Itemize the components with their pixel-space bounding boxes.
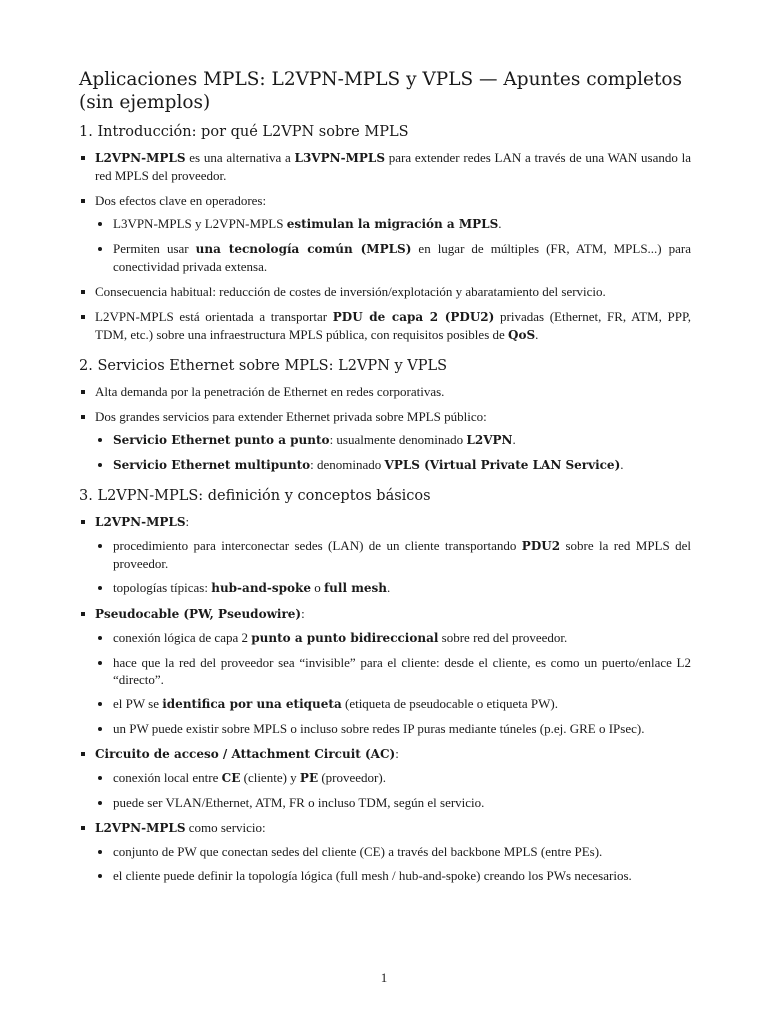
bold-term: identifica por una etiqueta [162, 697, 342, 711]
text-run: el cliente puede definir la topología lógica (full mesh / hub-and-spoke) creando los PWs necesarios. [113, 868, 632, 883]
text-run: L2VPN-MPLS está orientada a transportar [95, 309, 333, 324]
text-run: hace que la red del proveedor sea “invisible” para el cliente: desde el cliente, es como un puerto/enlace L2 “directo”. [113, 655, 691, 687]
list-item [79, 383, 691, 400]
sub-list-item [95, 215, 691, 233]
sub-list-item-text [113, 695, 691, 713]
text-run: : [395, 746, 399, 761]
list-item [79, 513, 691, 597]
text-run: : [301, 606, 305, 621]
bold-term: Servicio Ethernet multipunto [113, 458, 311, 472]
section [79, 357, 691, 474]
list-item-text [95, 745, 691, 763]
sub-list-item-text [113, 456, 691, 474]
list-item [79, 819, 691, 884]
sub-list-item [95, 695, 691, 713]
bullet-list [79, 513, 691, 884]
text-run: (cliente) y [240, 770, 300, 785]
sub-list-item-text [113, 629, 691, 647]
sub-list-item [95, 769, 691, 787]
text-run: como servicio: [185, 820, 266, 835]
text-run: en lugar de múltiples (FR, ATM, MPLS...) para conectividad privada extensa. [113, 241, 692, 274]
text-run: : denominado [310, 457, 385, 472]
list-item-text [95, 513, 691, 531]
list-item-text [95, 192, 691, 209]
text-run: Consecuencia habitual: reducción de costes de inversión/explotación y abaratamiento del servicio. [95, 284, 606, 299]
bullet-list [79, 383, 691, 474]
text-run: . [620, 457, 624, 472]
text-run: puede ser VLAN/Ethernet, ATM, FR o incluso TDM, según el servicio. [113, 795, 485, 810]
sub-list-item-text [113, 769, 691, 787]
list-item [79, 192, 691, 275]
bold-term: hub-and-spoke [211, 581, 312, 595]
sub-list-item-text [113, 240, 691, 275]
bold-term: Servicio Ethernet punto a punto [113, 433, 330, 447]
text-run: (proveedor). [318, 770, 386, 785]
text-run: conexión local entre [113, 770, 222, 785]
list-item [79, 745, 691, 811]
sub-list-item-text [113, 654, 691, 688]
text-run: . [512, 432, 516, 447]
bold-term: PE [299, 771, 319, 785]
sub-list-item [95, 431, 691, 449]
text-run: topologías típicas: [113, 580, 212, 595]
document-title: Aplicaciones MPLS: L2VPN-MPLS y VPLS — Apuntes completos (sin ejemplos) [79, 69, 683, 113]
section [79, 487, 691, 884]
list-item [79, 308, 691, 344]
sub-list-item [95, 456, 691, 474]
bold-term: una tecnología común (MPLS) [195, 242, 412, 256]
text-run: : usualmente denominado [329, 432, 467, 447]
sub-list-item [95, 654, 691, 688]
sub-list [95, 215, 691, 275]
bold-term: VPLS (Virtual Private LAN Service) [384, 458, 621, 472]
bold-term: PDU de capa 2 (PDU2) [332, 310, 495, 324]
sub-list-item [95, 629, 691, 647]
text-run: L3VPN-MPLS y L2VPN-MPLS [113, 216, 287, 231]
list-item-text [95, 819, 691, 837]
bullet-list [79, 149, 691, 344]
list-item-text [95, 383, 691, 400]
bold-term: L2VPN-MPLS [95, 151, 186, 165]
sub-list-item [95, 537, 691, 572]
sub-list-item-text [113, 215, 691, 233]
sub-list-item-text [113, 867, 691, 884]
list-item-text [95, 308, 691, 344]
sub-list-item [95, 720, 691, 737]
section-heading: 3. L2VPN-MPLS: definición y conceptos básicos [79, 488, 431, 504]
text-run: es una alternativa a [185, 150, 295, 165]
text-run: sobre red del proveedor. [438, 630, 568, 645]
document-page [79, 68, 691, 897]
list-item [79, 283, 691, 300]
text-run: (etiqueta de pseudocable o etiqueta PW). [341, 696, 558, 711]
text-run: Permiten usar [113, 241, 196, 256]
text-run: . [498, 216, 502, 231]
bold-term: Pseudocable (PW, Pseudowire) [95, 607, 302, 621]
section-heading: 2. Servicios Ethernet sobre MPLS: L2VPN y VPLS [79, 358, 448, 374]
section [79, 123, 691, 344]
list-item-text [95, 149, 691, 184]
sub-list [95, 629, 691, 737]
bold-term: L2VPN-MPLS [95, 515, 186, 529]
section-heading: 1. Introducción: por qué L2VPN sobre MPLS [79, 124, 409, 140]
list-item [79, 605, 691, 737]
page-number: 1 [380, 970, 388, 985]
bold-term: L3VPN-MPLS [294, 151, 385, 165]
text-run: conjunto de PW que conectan sedes del cliente (CE) a través del backbone MPLS (entre PEs). [113, 844, 603, 859]
text-run: procedimiento para interconectar sedes (LAN) de un cliente transportando [113, 538, 522, 553]
list-item-text [95, 408, 691, 425]
bold-term: Circuito de acceso / Attachment Circuit (AC) [95, 747, 396, 761]
bold-term: estimulan la migración a MPLS [286, 217, 499, 231]
document-body [79, 123, 691, 884]
sub-list [95, 769, 691, 811]
text-run: el PW se [113, 696, 163, 711]
sub-list-item-text [113, 431, 691, 449]
sub-list-item-text [113, 843, 691, 860]
sub-list-item [95, 794, 691, 811]
text-run: . [535, 327, 539, 342]
sub-list [95, 431, 691, 474]
list-item-text [95, 605, 691, 623]
sub-list-item [95, 579, 691, 597]
text-run: . [387, 580, 391, 595]
text-run: para extender redes LAN a través de una WAN usando la red MPLS del proveedor. [95, 150, 691, 183]
bold-term: PDU2 [521, 539, 561, 553]
bold-term: punto a punto bidireccional [251, 631, 439, 645]
text-run: un PW puede existir sobre MPLS o incluso sobre redes IP puras mediante túneles (p.ej. GRE o IPsec). [113, 721, 645, 736]
bold-term: full mesh [324, 581, 388, 595]
list-item-text [95, 283, 691, 300]
bold-term: CE [221, 771, 241, 785]
sub-list [95, 537, 691, 597]
sub-list-item [95, 240, 691, 275]
bold-term: L2VPN [466, 433, 513, 447]
text-run: privadas (Ethernet, FR, ATM, PPP, TDM, etc.) sobre una infraestructura MPLS pública, con requisitos posibles de [95, 309, 691, 342]
text-run: sobre la red MPLS del proveedor. [113, 538, 692, 571]
list-item [79, 149, 691, 184]
text-run: Dos grandes servicios para extender Ethernet privada sobre MPLS público: [95, 409, 487, 424]
bold-term: L2VPN-MPLS [95, 821, 186, 835]
sub-list-item [95, 867, 691, 884]
sub-list-item-text [113, 720, 691, 737]
sub-list-item [95, 843, 691, 860]
sub-list-item-text [113, 794, 691, 811]
bold-term: QoS [508, 328, 536, 342]
text-run: : [185, 514, 190, 529]
sub-list [95, 843, 691, 884]
sub-list-item-text [113, 537, 691, 572]
sub-list-item-text [113, 579, 691, 597]
text-run: conexión lógica de capa 2 [113, 630, 252, 645]
text-run: o [311, 580, 325, 595]
text-run: Dos efectos clave en operadores: [95, 193, 267, 208]
list-item [79, 408, 691, 474]
text-run: Alta demanda por la penetración de Ethernet en redes corporativas. [95, 384, 445, 399]
